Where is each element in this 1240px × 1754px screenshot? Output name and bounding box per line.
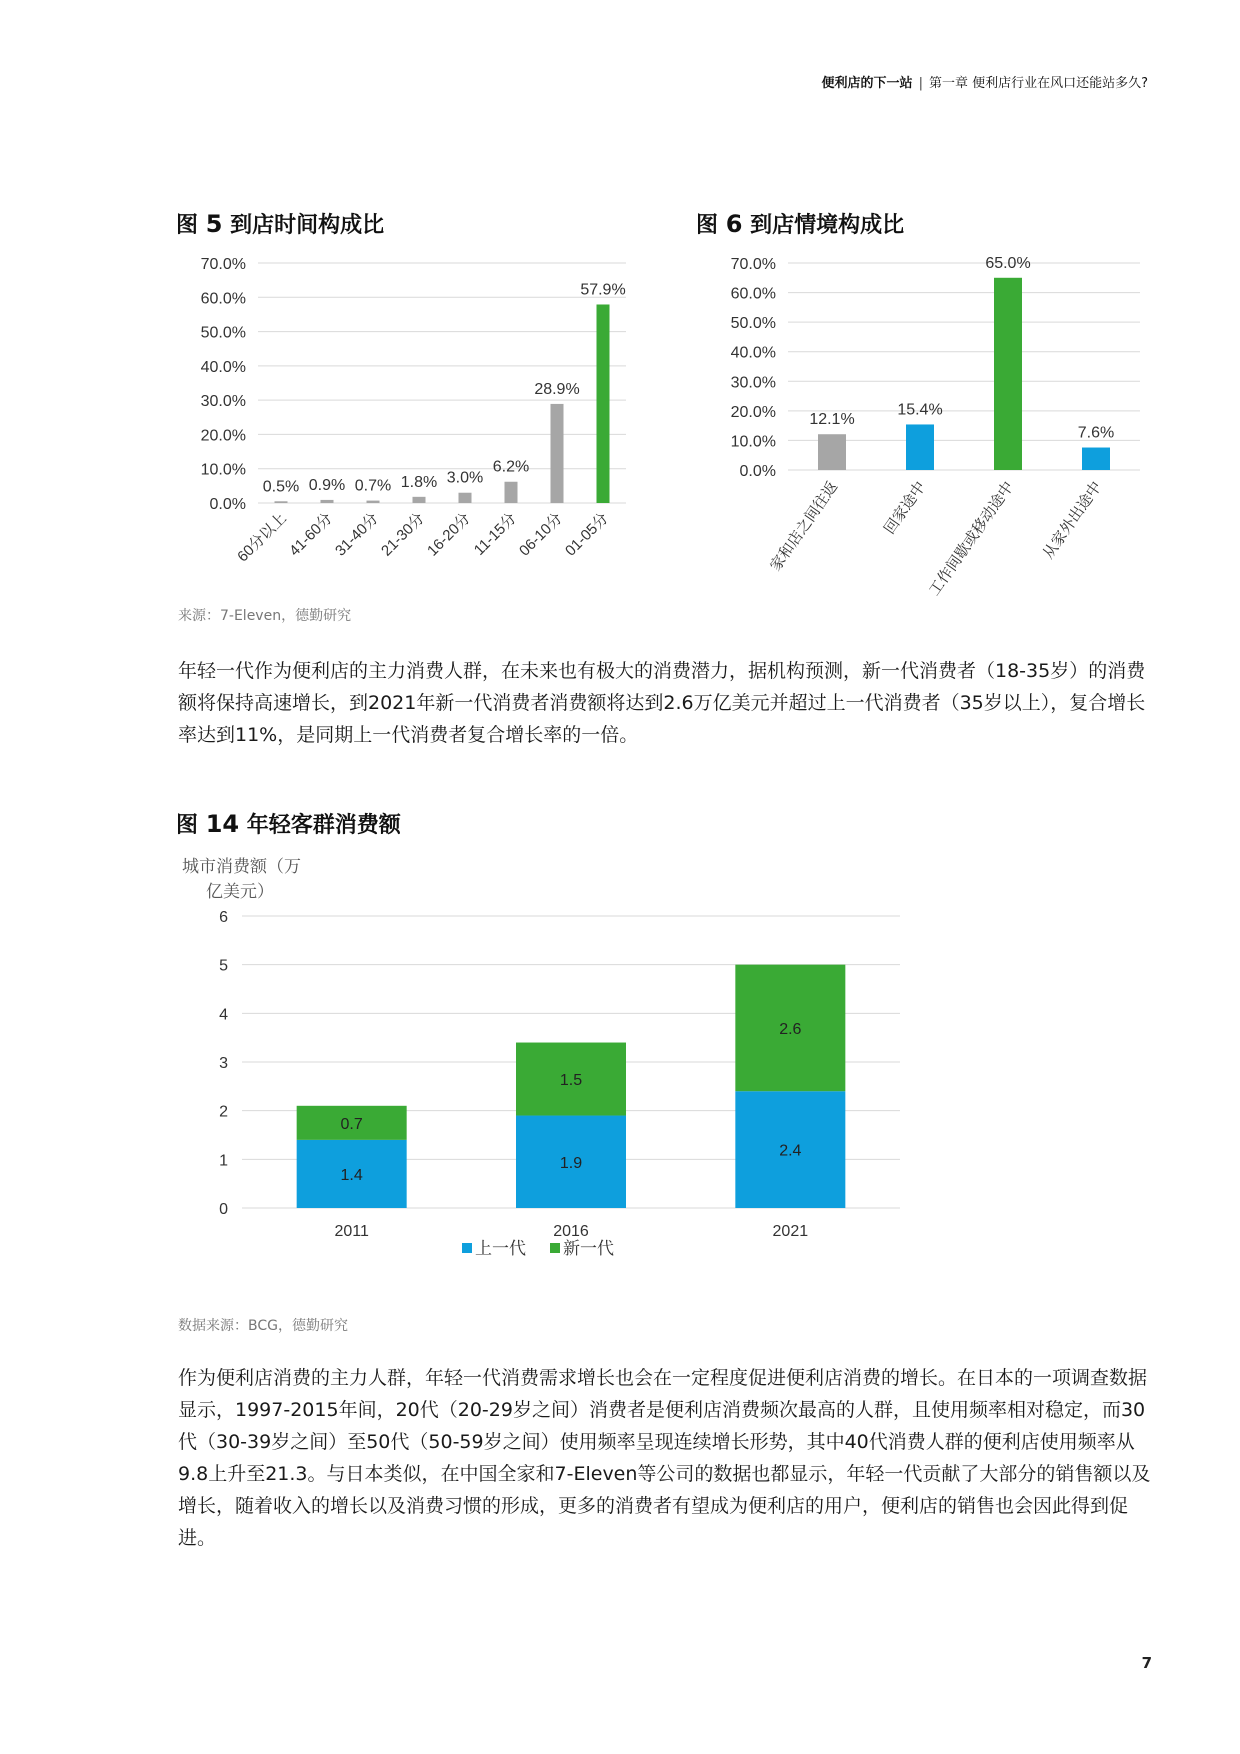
x-tick-label: 2016 [553, 1223, 589, 1240]
y-tick-label: 4 [219, 1006, 228, 1024]
y-tick-label: 50.0% [200, 324, 246, 342]
data-label: 65.0% [985, 254, 1031, 272]
y-tick-label: 0.0% [209, 496, 246, 513]
data-label: 3.0% [446, 469, 484, 487]
y-tick-label: 10.0% [200, 461, 246, 479]
figure-6-prefix: 图 [696, 213, 719, 238]
bar [551, 404, 564, 503]
y-tick-label: 0.0% [739, 463, 776, 480]
running-header [822, 72, 1148, 91]
data-label: 1.9 [559, 1154, 583, 1172]
legend-swatch [462, 1243, 472, 1253]
y-tick-label: 50.0% [730, 315, 776, 333]
x-tick-label: 60分以上 [234, 509, 290, 566]
figure-5-text: 到店时间构成比 [230, 213, 385, 238]
y-tick-label: 70.0% [730, 256, 776, 273]
x-tick-label: 11-15分 [470, 509, 520, 559]
y-tick-label: 60.0% [730, 285, 776, 303]
paragraph-1: 年轻一代作为便利店的主力消费人群，在未来也有极大的消费潜力，据机构预测，新一代消费者（18-35岁）的消费额将保持高速增长，到2021年新一代消费者消费额将达到2.6万亿美元并超过上一代消费者（35岁以上），复合增长率达到11%，是同期上一代消费者复合增长率的一倍。 [178, 660, 1146, 746]
legend-swatch [550, 1243, 560, 1253]
data-label: 15.4% [897, 401, 943, 419]
y-tick-label: 2 [219, 1103, 228, 1121]
header-separator: | [918, 76, 923, 91]
data-label: 0.5% [262, 478, 300, 496]
data-label: 28.9% [534, 380, 580, 398]
data-label: 1.8% [400, 473, 438, 491]
x-tick-label: 工作间歇或移动途中 [925, 478, 1018, 599]
data-label: 12.1% [809, 411, 855, 429]
figure-14-prefix: 图 [176, 813, 199, 838]
x-tick-label: 06-10分 [516, 509, 566, 560]
figure-5-number: 5 [205, 210, 223, 238]
data-label: 0.7 [340, 1115, 363, 1133]
x-tick-label: 31-40分 [332, 509, 382, 560]
data-label: 1.5 [559, 1072, 583, 1090]
figure-5-chart [170, 245, 640, 605]
figure-6-text: 到店情境构成比 [750, 213, 905, 238]
legend-label: 上一代 [475, 1239, 526, 1258]
x-tick-label: 21-30分 [378, 509, 428, 560]
y-tick-label: 60.0% [200, 290, 246, 308]
y-tick-label: 5 [219, 957, 228, 975]
figure-14-chart [170, 850, 930, 1280]
figure-6-title [696, 208, 904, 239]
report-title: 便利店的下一站 [821, 76, 913, 91]
chapter-title: 第一章 便利店行业在风口还能站多久? [928, 76, 1148, 91]
legend-label: 新一代 [563, 1239, 614, 1258]
y-tick-label: 20.0% [200, 427, 246, 445]
y-axis-title: 亿美元） [206, 882, 274, 901]
data-label: 2.6 [779, 1020, 802, 1038]
data-label: 6.2% [492, 458, 530, 476]
y-tick-label: 40.0% [200, 358, 246, 376]
y-tick-label: 40.0% [730, 344, 776, 362]
bar [597, 304, 610, 503]
y-tick-label: 30.0% [200, 393, 246, 411]
source-note-1: 来源：7-Eleven，德勤研究 [178, 608, 352, 624]
figure-14-text: 年轻客群消费额 [246, 813, 401, 838]
figure-14-number: 14 [205, 810, 240, 838]
x-tick-label: 41-60分 [286, 509, 336, 560]
y-tick-label: 70.0% [200, 256, 246, 273]
bar [321, 500, 334, 503]
bar [367, 501, 380, 503]
y-tick-label: 10.0% [730, 433, 776, 451]
x-tick-label: 2021 [772, 1223, 809, 1240]
y-tick-label: 0 [219, 1201, 228, 1218]
bar [459, 493, 472, 503]
bar [906, 424, 934, 470]
x-tick-label: 01-05分 [562, 509, 612, 560]
y-tick-label: 3 [219, 1055, 228, 1072]
figure-14-title [176, 808, 401, 839]
paragraph-2: 作为便利店消费的主力人群，年轻一代消费需求增长也会在一定程度促进便利店消费的增长。在日本的一项调查数据显示，1997-2015年间，20代（20-29岁之间）消费者是便利店消费频次最高的人群，且使用频率相对稳定，而30代（30-39岁之间）至50代（50-59岁之间）使用频率呈现连续增长形势，其中40代消费人群的便利店使用频率从9.8上升至21.3。与日本类似，在中国全家和7-Eleven等公司的数据也都显示，年轻一代贡献了大部分的销售额以及增长，随着收入的增长以及消费习惯的形成，更多的消费者有望成为便利店的用户，便利店的销售也会因此得到促进。 [178, 1367, 1151, 1549]
figure-5-title [176, 208, 384, 239]
bar [1082, 448, 1110, 470]
data-label: 1.4 [340, 1166, 363, 1184]
bar [994, 278, 1022, 470]
x-tick-label: 从家外出途中 [1039, 478, 1106, 563]
bar [505, 482, 518, 503]
figure-6-number: 6 [725, 210, 743, 238]
y-tick-label: 30.0% [730, 374, 776, 392]
y-tick-label: 6 [219, 909, 228, 926]
y-axis-title: 城市消费额（万 [182, 857, 301, 876]
y-tick-label: 1 [219, 1152, 228, 1170]
page-number: 7 [1141, 1654, 1152, 1672]
y-tick-label: 20.0% [730, 403, 776, 421]
source-note-2: 数据来源：BCG，德勤研究 [178, 1318, 348, 1334]
x-tick-label: 家和店之间往返 [767, 478, 842, 575]
bar [275, 501, 288, 503]
figure-6-chart [690, 245, 1160, 615]
data-label: 0.9% [308, 476, 346, 494]
bar [413, 497, 426, 503]
data-label: 2.4 [779, 1142, 802, 1160]
data-label: 57.9% [580, 281, 626, 299]
x-tick-label: 回家途中 [880, 478, 930, 538]
bar [818, 434, 846, 470]
figure-5-prefix: 图 [176, 213, 199, 238]
data-label: 0.7% [354, 477, 392, 495]
data-label: 7.6% [1077, 424, 1115, 442]
x-tick-label: 16-20分 [424, 509, 474, 560]
x-tick-label: 2011 [334, 1223, 369, 1240]
